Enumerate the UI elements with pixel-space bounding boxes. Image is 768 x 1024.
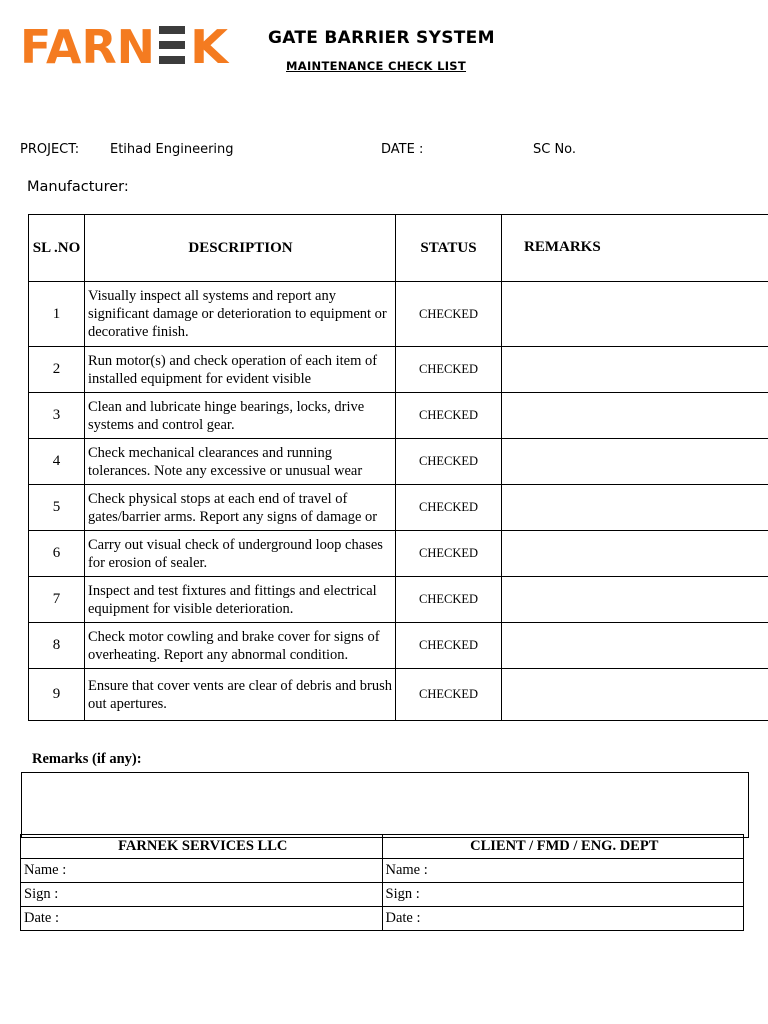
row-remarks[interactable] (502, 485, 768, 531)
client-date-field[interactable]: Date : (382, 907, 744, 931)
row-sl-no: 4 (29, 439, 85, 485)
row-sl-no: 9 (29, 669, 85, 721)
row-description (85, 577, 396, 623)
row-remarks[interactable] (502, 623, 768, 669)
row-sl-no: 6 (29, 531, 85, 577)
row-status: CHECKED (396, 282, 502, 347)
table-row (29, 439, 768, 485)
row-sl-no: 5 (29, 485, 85, 531)
manufacturer-label: Manufacturer: (27, 179, 129, 195)
farnek-name-field[interactable]: Name : (21, 859, 383, 883)
header-sl-no: SL .NO (29, 215, 85, 282)
row-status: CHECKED (396, 393, 502, 439)
row-remarks[interactable] (502, 531, 768, 577)
header-remarks: REMARKS (502, 215, 768, 282)
row-sl-no: 3 (29, 393, 85, 439)
client-sign-field[interactable]: Sign : (382, 883, 744, 907)
table-row (29, 347, 768, 393)
row-description-text: Inspect and test fixtures and fittings and electrical equipment for visible deterioration. (88, 582, 377, 617)
row-description-text: Check mechanical clearances and running tolerances. Note any excessive or unusual wear (88, 444, 363, 479)
row-sl-no: 8 (29, 623, 85, 669)
row-description (85, 282, 396, 347)
row-status: CHECKED (396, 577, 502, 623)
table-row (29, 577, 768, 623)
farnek-logo (20, 22, 230, 68)
table-row (29, 393, 768, 439)
farnek-sign-field[interactable]: Sign : (21, 883, 383, 907)
header-description: DESCRIPTION (85, 215, 396, 282)
logo-bar-top (159, 26, 185, 34)
logo-bar-bottom (159, 56, 185, 64)
row-description (85, 439, 396, 485)
page-title: GATE BARRIER SYSTEM (268, 28, 495, 48)
table-row (29, 669, 768, 721)
row-sl-no: 7 (29, 577, 85, 623)
checklist-header-row (29, 215, 768, 282)
logo-graphic (20, 22, 230, 68)
row-remarks[interactable] (502, 282, 768, 347)
sc-number-label: SC No. (533, 142, 577, 157)
remarks-label: Remarks (if any): (32, 751, 142, 767)
row-remarks[interactable] (502, 439, 768, 485)
row-description-text: Carry out visual check of underground loop chases for erosion of sealer. (88, 536, 383, 571)
row-status: CHECKED (396, 439, 502, 485)
row-description (85, 347, 396, 393)
row-description (85, 623, 396, 669)
row-sl-no: 1 (29, 282, 85, 347)
row-description-text: Visually inspect all systems and report any significant damage or deterioration to equipment or decorative finish. (88, 288, 387, 340)
row-status: CHECKED (396, 485, 502, 531)
row-status: CHECKED (396, 623, 502, 669)
signoff-right-title: CLIENT / FMD / ENG. DEPT (382, 835, 744, 859)
checklist-body (29, 282, 768, 721)
row-remarks[interactable] (502, 577, 768, 623)
header-status: STATUS (396, 215, 502, 282)
page-subtitle: MAINTENANCE CHECK LIST (286, 59, 467, 73)
row-description (85, 669, 396, 721)
row-status: CHECKED (396, 531, 502, 577)
table-row (29, 623, 768, 669)
logo-letter-k: K (190, 22, 230, 68)
project-label: PROJECT: (20, 142, 80, 157)
signoff-date-row (21, 907, 744, 931)
logo-letters-left: FARN (20, 22, 155, 68)
row-sl-no: 2 (29, 347, 85, 393)
table-row (29, 531, 768, 577)
signoff-header-row (21, 835, 744, 859)
row-description-text: Ensure that cover vents are clear of debris and brush out apertures. (88, 677, 392, 712)
row-description-text: Clean and lubricate hinge bearings, locks, drive systems and control gear. (88, 398, 365, 433)
farnek-date-field[interactable]: Date : (21, 907, 383, 931)
table-row (29, 282, 768, 347)
row-remarks[interactable] (502, 393, 768, 439)
table-row (29, 485, 768, 531)
row-description (85, 531, 396, 577)
signoff-left-title: FARNEK SERVICES LLC (21, 835, 383, 859)
client-name-field[interactable]: Name : (382, 859, 744, 883)
row-remarks[interactable] (502, 347, 768, 393)
project-value: Etihad Engineering (110, 142, 234, 157)
row-description (85, 393, 396, 439)
row-description-text: Run motor(s) and check operation of each item of installed equipment for evident visible (88, 352, 378, 387)
row-description (85, 485, 396, 531)
row-remarks[interactable] (502, 669, 768, 721)
row-description-text: Check physical stops at each end of travel of gates/barrier arms. Report any signs of damage or (88, 490, 378, 525)
signoff-name-row (21, 859, 744, 883)
logo-bar-mid (159, 41, 185, 49)
signoff-table (20, 834, 744, 931)
date-label: DATE : (381, 142, 424, 157)
remarks-box[interactable] (21, 772, 749, 838)
signoff-sign-row (21, 883, 744, 907)
row-status: CHECKED (396, 347, 502, 393)
row-description-text: Check motor cowling and brake cover for signs of overheating. Report any abnormal condition. (88, 628, 380, 663)
row-status: CHECKED (396, 669, 502, 721)
checklist-table (28, 214, 768, 721)
